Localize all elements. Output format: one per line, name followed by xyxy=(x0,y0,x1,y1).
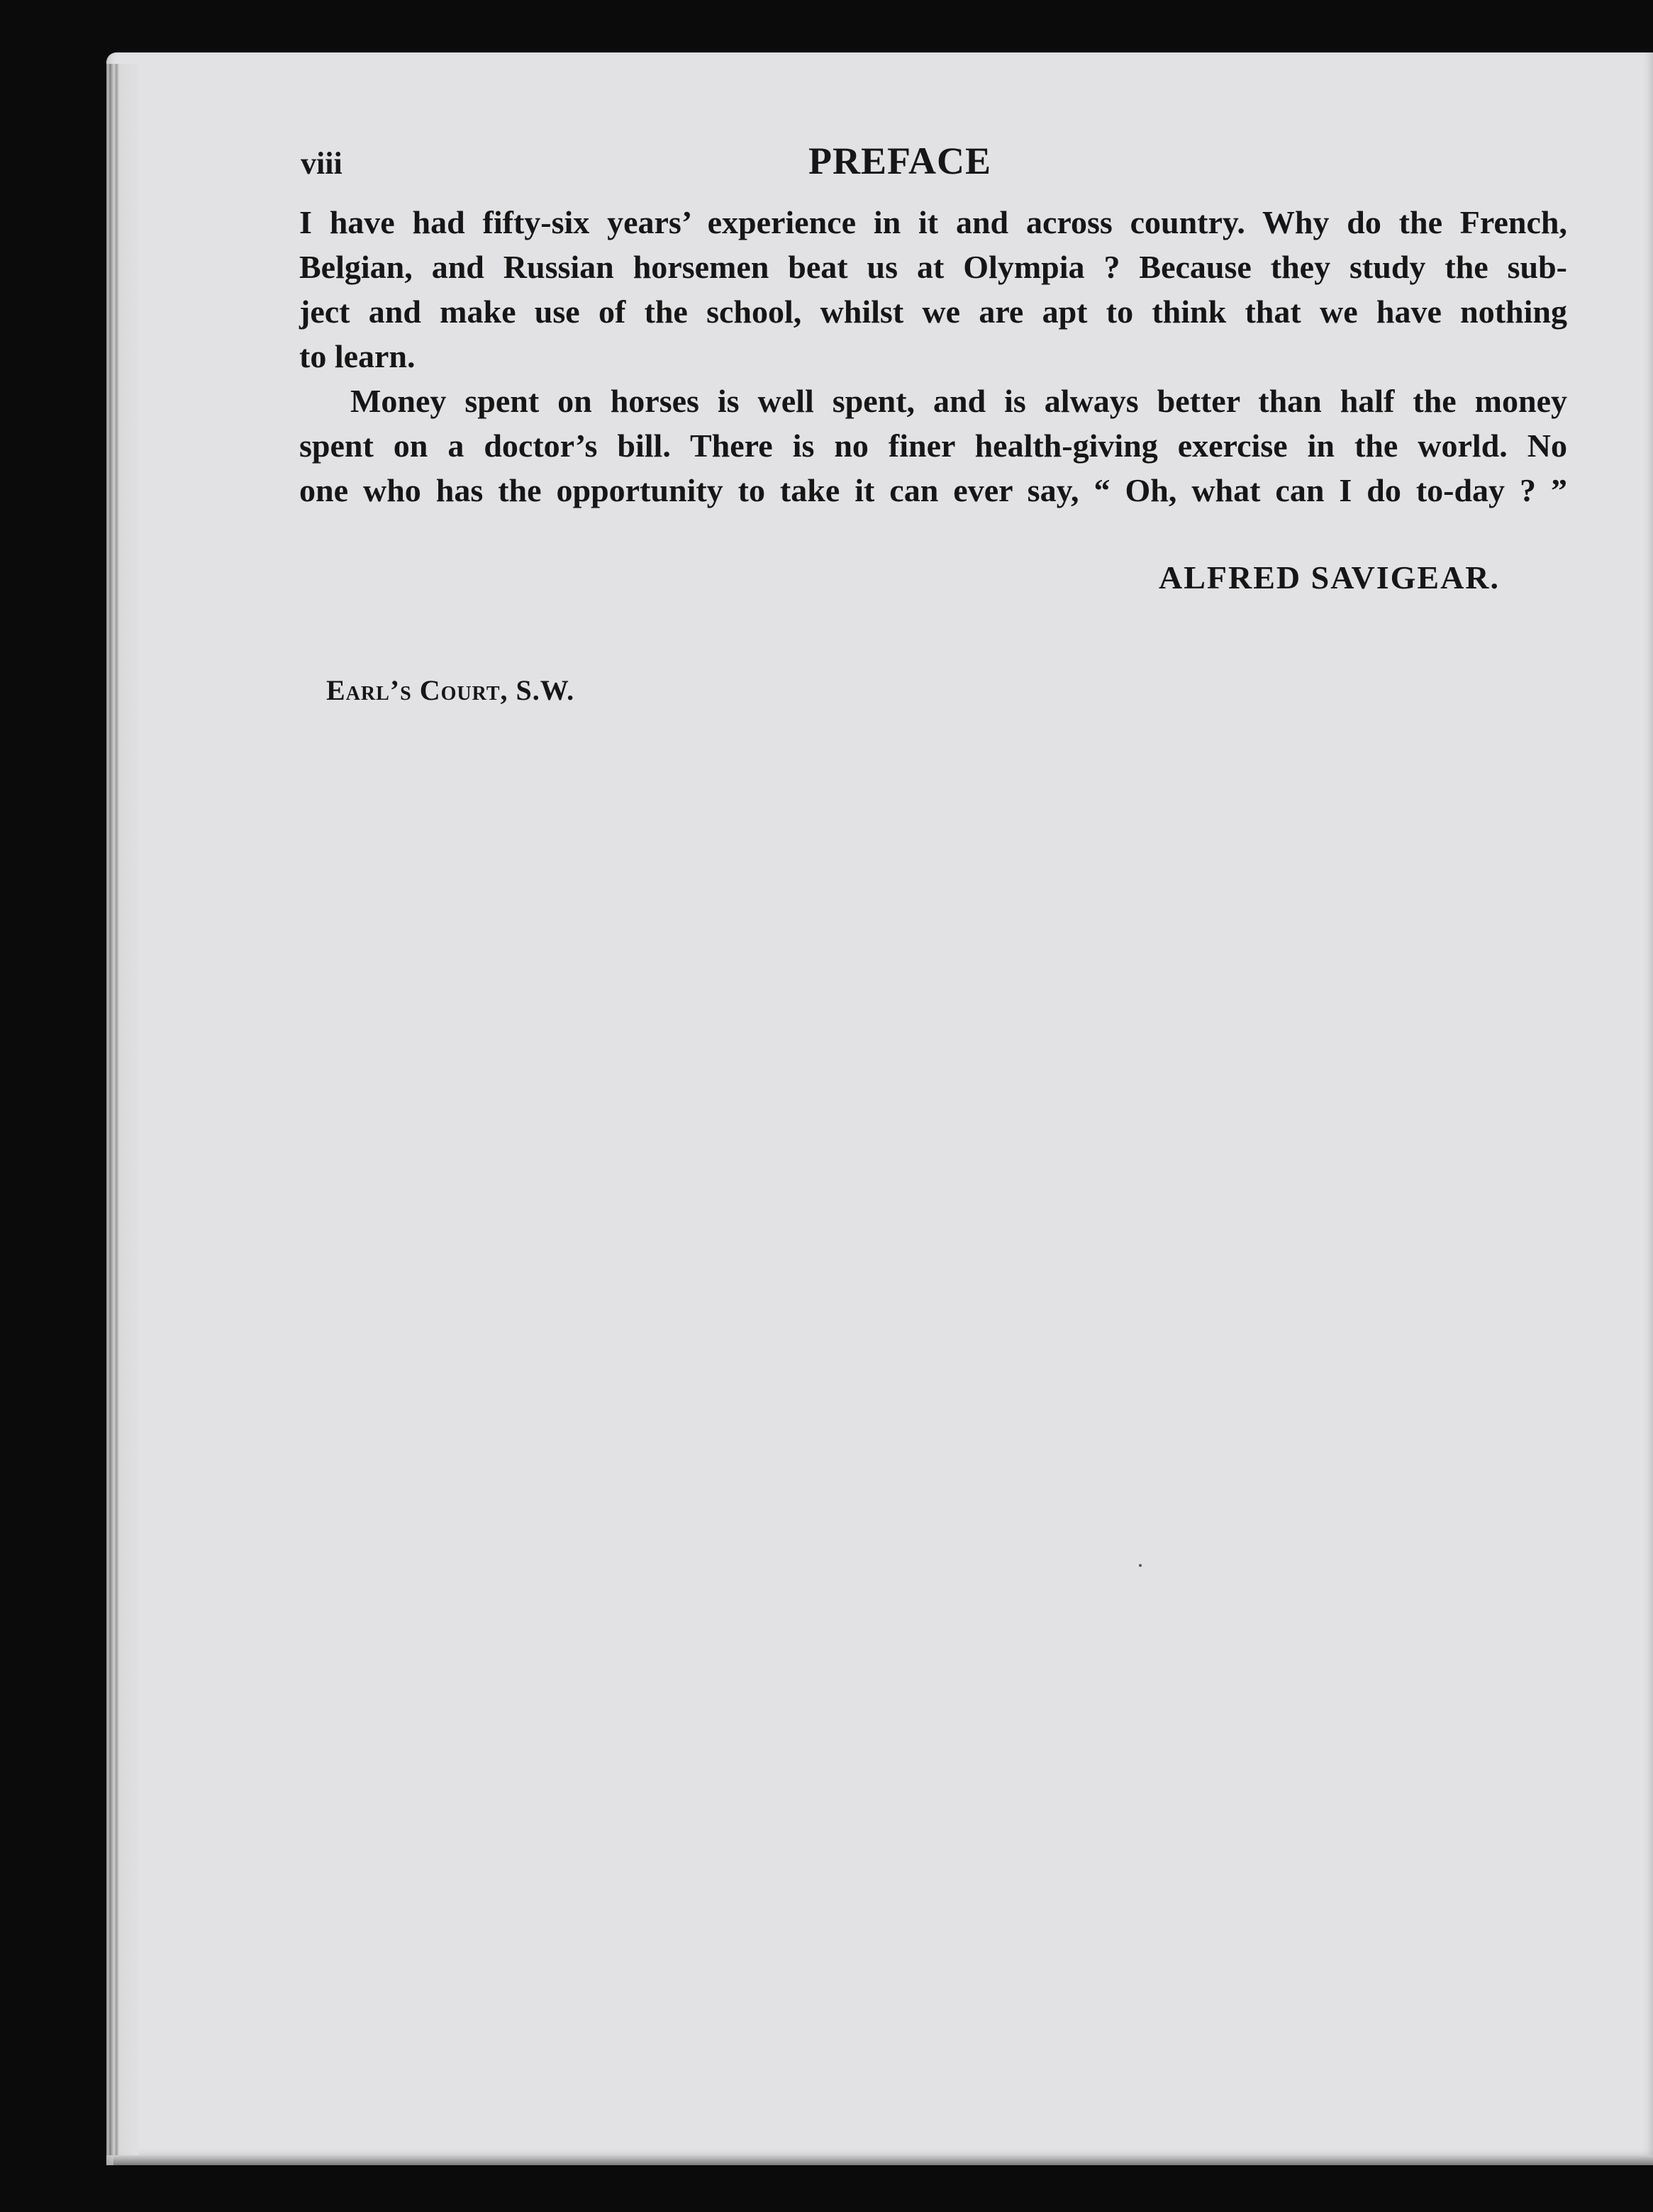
place-line: Earl’s Court, S.W. xyxy=(326,674,575,706)
body-line: spent on a doctor’s bill. There is no finer health-giving exercise in the world. No xyxy=(299,428,1567,464)
page-number: viii xyxy=(301,146,343,181)
body-line: one who has the opportunity to take it can ever say, “ Oh, what can I do to-day ? ” xyxy=(299,472,1567,508)
body-line: I have had fifty-six years’ experience in it and across country. Why do the French, xyxy=(299,204,1567,240)
running-head: PREFACE xyxy=(808,140,991,182)
body-line: ject and make use of the school, whilst we are apt to think that we have nothing xyxy=(299,294,1567,330)
body-line: Money spent on horses is well spent, and is always better than half the money xyxy=(350,383,1567,419)
page-binding-edge xyxy=(106,64,139,2155)
preface-body xyxy=(299,200,1567,513)
body-line: to learn. xyxy=(299,338,416,374)
page-bottom-edge xyxy=(113,2155,1653,2165)
author-signature: ALFRED SAVIGEAR. xyxy=(1159,559,1501,596)
paper-speck xyxy=(1139,1564,1142,1567)
body-line: Belgian, and Russian horsemen beat us at Olympia ? Because they study the sub- xyxy=(299,249,1567,285)
